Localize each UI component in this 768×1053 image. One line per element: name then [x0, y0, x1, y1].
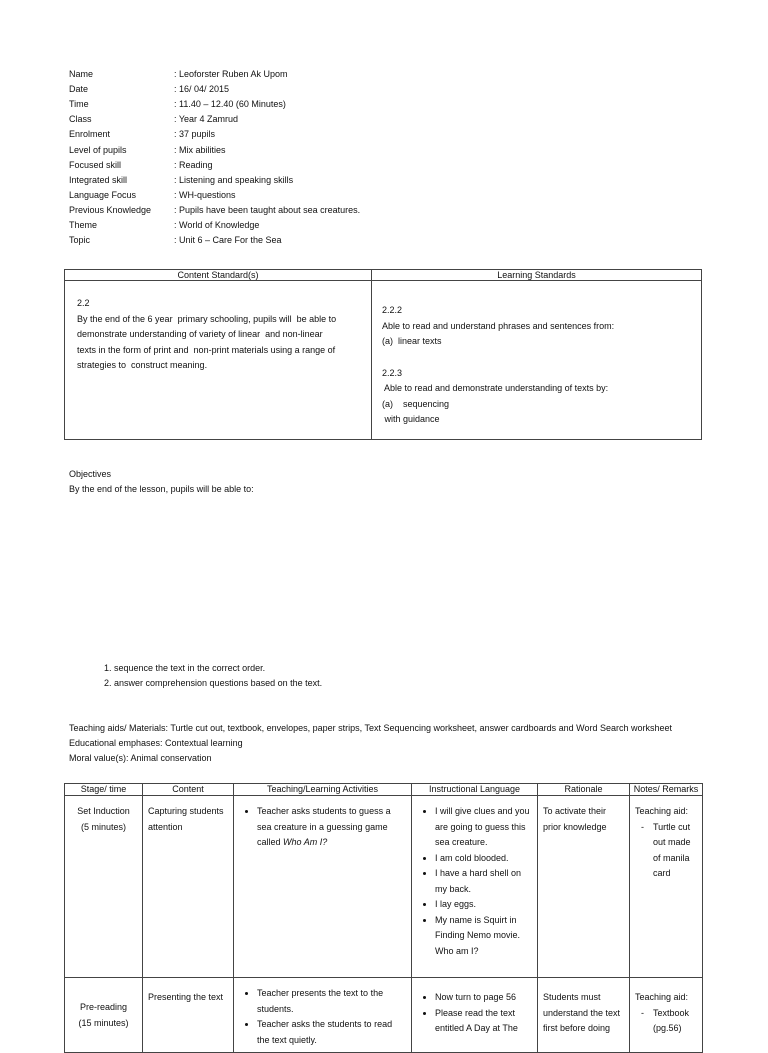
- notes-title: Teaching aid:: [635, 806, 689, 816]
- moral-values-line: Moral value(s): Animal conservation: [69, 753, 212, 763]
- set-induction-notes: [630, 796, 703, 978]
- language-item: • My name is Squirt in Finding Nemo movie. Who am I?: [435, 913, 532, 960]
- header-rationale: Rationale: [538, 784, 630, 796]
- info-label: Class: [69, 114, 92, 125]
- pre-reading-activities: [234, 978, 412, 1053]
- content-standard-line: strategies to construct meaning.: [77, 360, 208, 370]
- info-value: : 11.40 – 12.40 (60 Minutes): [174, 99, 286, 110]
- content-standard-line: By the end of the 6 year primary schooling, pupils will be able to: [77, 313, 337, 324]
- activity-item: • Teacher asks the students to read the text quietly.: [257, 1017, 401, 1048]
- info-value: : WH-questions: [174, 189, 236, 200]
- info-label: Theme: [69, 220, 98, 230]
- info-value: : 16/ 04/ 2015: [174, 84, 230, 95]
- info-label: Integrated skill: [69, 174, 128, 185]
- info-label: Date: [69, 84, 89, 95]
- learning-standards-header: Learning Standards: [372, 270, 702, 281]
- teaching-aids-line: Teaching aids/ Materials: Turtle cut out, textbook, envelopes, paper strips, Text Sequencing worksheet, answer cardboards and Word Search worksheet: [69, 723, 672, 733]
- content-standard-code: 2.2: [77, 298, 90, 308]
- info-value: : Reading: [174, 159, 213, 170]
- set-induction-content: Capturing students attention: [143, 796, 234, 978]
- content-standard-line: texts in the form of print and non-print materials using a range of: [77, 344, 336, 355]
- objectives-intro: By the end of the lesson, pupils will be able to:: [69, 484, 254, 494]
- language-item: • I am cold blooded.: [435, 851, 532, 867]
- info-label: Language Focus: [69, 189, 137, 200]
- header-content: Content: [143, 784, 234, 796]
- pre-reading-stage: [65, 978, 143, 1053]
- language-item: • Please read the text entitled A Day at The: [435, 1006, 532, 1037]
- info-value: : Leoforster Ruben Ak Upom: [174, 69, 288, 79]
- pre-reading-content: Presenting the text: [143, 978, 234, 1053]
- set-induction-activities: [234, 796, 412, 978]
- learning-standard-code-2: 2.2.3: [382, 367, 403, 378]
- stage-time: (5 minutes): [80, 821, 126, 832]
- notes-title: Teaching aid:: [635, 992, 689, 1002]
- language-item: • I have a hard shell on my back.: [435, 866, 532, 897]
- language-item: • I lay eggs.: [435, 897, 532, 913]
- header-activities: Teaching/Learning Activities: [234, 784, 412, 796]
- learning-standard-line: (a) linear texts: [382, 336, 442, 346]
- pre-reading-rationale: Students must understand the text first before doing: [538, 978, 630, 1053]
- info-value: : 37 pupils: [174, 129, 216, 140]
- pre-reading-language: [412, 978, 538, 1053]
- header-notes: Notes/ Remarks: [630, 784, 703, 796]
- header-stage: Stage/ time: [65, 784, 143, 796]
- content-standard-cell: [65, 281, 372, 440]
- learning-standard-line: with guidance: [382, 414, 440, 424]
- info-value: : Year 4 Zamrud: [174, 114, 239, 125]
- language-item: • I will give clues and you are going to guess this sea creature.: [435, 804, 532, 851]
- info-label: Enrolment: [69, 129, 111, 140]
- notes-item: - Turtle cut out made of manila card: [653, 820, 697, 882]
- info-label: Time: [69, 99, 89, 110]
- info-label: Name: [69, 69, 94, 79]
- notes-item: - Textbook (pg.56): [653, 1006, 697, 1037]
- objective-item-1: 1. sequence the text in the correct order.: [104, 663, 266, 673]
- stage-name: Pre-reading: [79, 1002, 128, 1012]
- content-standard-line: demonstrate understanding of variety of linear and non-linear: [77, 329, 323, 339]
- learning-standard-line: Able to read and demonstrate understanding of texts by:: [382, 383, 609, 393]
- info-value: : Listening and speaking skills: [174, 174, 294, 185]
- info-value: : Pupils have been taught about sea creatures.: [174, 204, 361, 215]
- set-induction-language: [412, 796, 538, 978]
- stage-time: (15 minutes): [78, 1017, 129, 1028]
- info-value: : Unit 6 – Care For the Sea: [174, 235, 282, 246]
- objective-item-2: 2. answer comprehension questions based on the text.: [104, 678, 323, 688]
- info-value: : World of Knowledge: [174, 220, 260, 230]
- info-label: Level of pupils: [69, 144, 127, 155]
- educational-emphases-line: Educational emphases: Contextual learning: [69, 738, 243, 748]
- set-induction-rationale: To activate their prior knowledge: [538, 796, 630, 978]
- learning-standard-code-1: 2.2.2: [382, 305, 403, 315]
- header-language: Instructional Language: [412, 784, 538, 796]
- language-item: • Now turn to page 56: [435, 990, 532, 1006]
- lesson-plan-table: [64, 783, 703, 1053]
- content-standard-header: Content Standard(s): [65, 270, 372, 281]
- stage-name: Set Induction: [77, 806, 130, 816]
- standards-table: [64, 269, 702, 440]
- activity-item: • Teacher asks students to guess a sea creature in a guessing game called Who Am I?: [257, 804, 401, 851]
- objectives-title: Objectives: [69, 469, 112, 479]
- info-label: Topic: [69, 235, 91, 246]
- set-induction-stage: [65, 796, 143, 978]
- learning-standard-line: Able to read and understand phrases and sentences from:: [382, 320, 615, 331]
- info-label: Focused skill: [69, 159, 122, 170]
- activity-item: • Teacher presents the text to the students.: [257, 986, 401, 1017]
- learning-standards-cell: [372, 281, 702, 440]
- info-label: Previous Knowledge: [69, 204, 152, 215]
- info-value: : Mix abilities: [174, 144, 226, 155]
- learning-standard-line: (a) sequencing: [382, 398, 450, 409]
- pre-reading-notes: [630, 978, 703, 1053]
